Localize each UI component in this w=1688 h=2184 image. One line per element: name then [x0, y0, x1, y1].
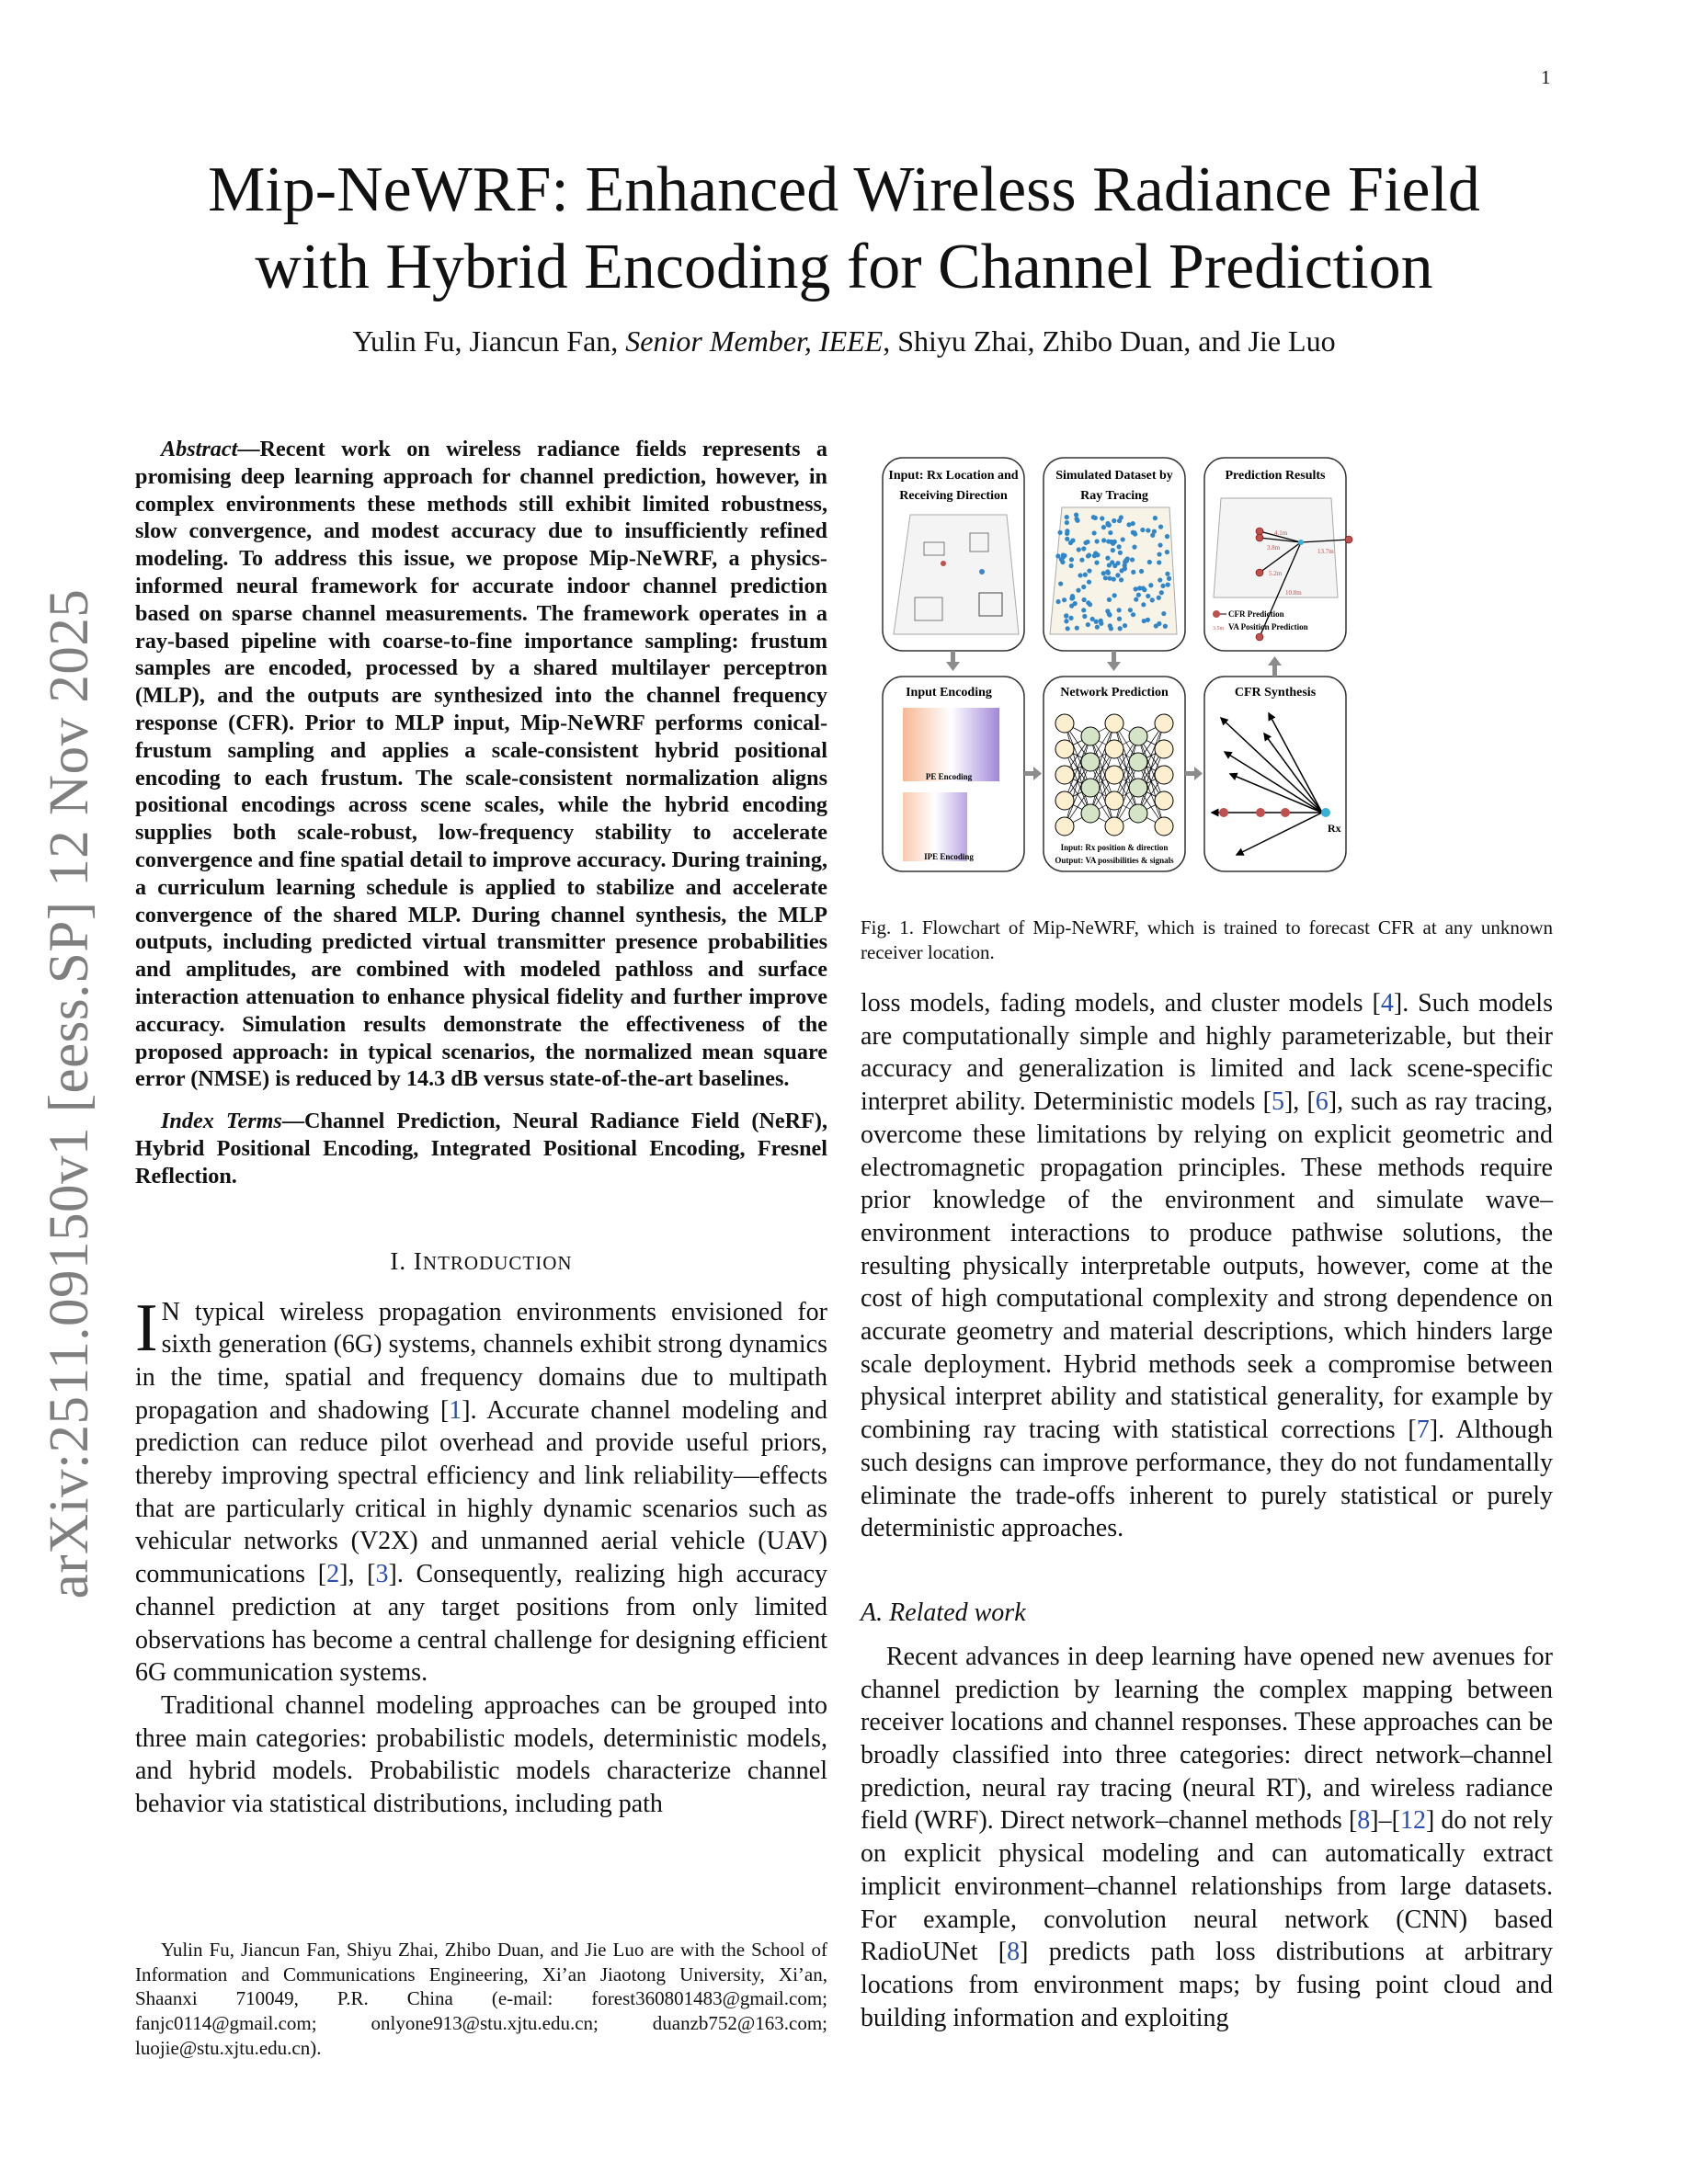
- ipe-label: IPE Encoding: [924, 852, 974, 861]
- sample-point: [1117, 518, 1122, 523]
- section-number: I.: [390, 1246, 414, 1275]
- legend-va: VA Position Prediction: [1228, 622, 1308, 631]
- network-node: [1155, 740, 1173, 758]
- panel-simulated-dataset: [1044, 458, 1185, 651]
- sample-point: [1082, 614, 1087, 619]
- sample-point: [1077, 547, 1081, 552]
- author-role: Senior Member, IEEE: [625, 324, 884, 358]
- sample-point: [1158, 542, 1162, 547]
- sample-point: [1141, 602, 1146, 607]
- sample-point: [1134, 597, 1138, 602]
- sample-point: [1142, 619, 1146, 623]
- sample-point: [1087, 580, 1091, 585]
- sample-point: [1057, 530, 1062, 535]
- sample-point: [1065, 529, 1069, 533]
- sample-point: [1121, 537, 1125, 541]
- sample-point: [1167, 576, 1171, 581]
- section-heading-introduction: [135, 1247, 827, 1276]
- sample-point: [1150, 597, 1155, 602]
- page-number: 1: [1541, 66, 1551, 88]
- sample-point: [1157, 560, 1161, 564]
- sample-point: [1123, 623, 1127, 628]
- panel-cfr-synthesis: [1204, 677, 1346, 871]
- intro-paragraph-2: Traditional channel modeling approaches can be grouped into three main categories: probabilistic models, deterministic models, and hybrid models. Probabilistic models characterize channel behavior via statistical distributions, including path: [135, 1690, 827, 1819]
- distance-label: 4.1m: [1274, 529, 1288, 537]
- author-affiliation-footnote: Yulin Fu, Jiancun Fan, Shiyu Zhai, Zhibo Duan, and Jie Luo are with the School of Information and Communications Engineering, Xi’an Jiaotong University, Xi’an, Shaanxi 710049, P.R. China (e-mail: forest360801483@gmail.com; fanjc0114@gmail.com; onlyone913@stu.xjtu.edu.cn; duanzb752@163.com; luojie@stu.xjtu.edu.cn).: [135, 1939, 827, 2059]
- citation-link[interactable]: 1: [449, 1395, 462, 1425]
- legend-va-value: 3.5m: [1213, 626, 1225, 631]
- sample-point: [1083, 573, 1088, 577]
- sample-point: [1086, 600, 1090, 605]
- network-node: [1105, 766, 1123, 784]
- sample-point: [1095, 625, 1100, 630]
- network-node: [1105, 817, 1123, 836]
- subsection-heading-related-work: A. Related work: [861, 1598, 1026, 1627]
- sample-point: [1160, 584, 1165, 588]
- sample-point: [1061, 552, 1066, 557]
- related-work-paragraph: Recent advances in deep learning have opened new avenues for channel prediction by learning the complex mapping between receiver locations and channel responses. These approaches can be broadly classified into three categories: direct network–channel prediction, neural ray tracing (neural RT), and wireless radiance field (WRF). Direct network–channel methods [8]–[12] do not rely on explicit physical modeling and can automatically extract implicit environment–channel relationships from large datasets. For example, convolution neural network (CNN) based RadioUNet [8] predicts path loss distributions at arbitrary locations from environment maps; by fusing point cloud and building information and exploiting: [861, 1642, 1554, 2032]
- sample-point: [1087, 552, 1091, 557]
- sample-point: [1066, 626, 1070, 631]
- sample-point: [1165, 550, 1169, 554]
- sample-point: [1075, 626, 1079, 631]
- network-node: [1129, 753, 1147, 771]
- sample-point: [1118, 551, 1123, 555]
- sample-point: [1081, 546, 1086, 551]
- sample-point: [1078, 573, 1082, 577]
- sample-point: [1157, 621, 1161, 626]
- sample-point: [1068, 563, 1073, 568]
- section-title-initial: I: [413, 1246, 423, 1275]
- sample-point: [1115, 573, 1120, 577]
- section-title-rest: NTRODUCTION: [422, 1251, 573, 1274]
- network-node: [1081, 779, 1100, 797]
- sample-point: [1069, 604, 1074, 609]
- sample-point: [1159, 590, 1164, 595]
- sample-point: [1109, 626, 1113, 631]
- index-terms-label: Index Terms: [161, 1109, 282, 1134]
- panel-title: CFR Synthesis: [1234, 686, 1317, 700]
- sample-point: [1158, 577, 1162, 582]
- citation-link[interactable]: 6: [1315, 1087, 1329, 1117]
- title-line-2: with Hybrid Encoding for Channel Prediction: [255, 232, 1433, 302]
- sample-point: [1166, 583, 1170, 587]
- sample-point: [1106, 522, 1111, 527]
- sample-point: [1068, 616, 1073, 620]
- citation-link[interactable]: 12: [1399, 1806, 1426, 1836]
- sample-point: [1099, 619, 1103, 623]
- sample-point: [1076, 588, 1080, 593]
- sample-point: [1134, 586, 1138, 591]
- panel-title: Network Prediction: [1060, 686, 1169, 700]
- figure-1-flowchart: [873, 450, 1545, 882]
- sample-point: [1058, 581, 1063, 586]
- sample-point: [1112, 576, 1116, 581]
- sample-point: [1163, 624, 1168, 629]
- sample-point: [1131, 612, 1135, 617]
- arxiv-identifier[interactable]: arXiv:2511.09150v1 [eess.SP] 12 Nov 2025: [39, 588, 100, 1599]
- authors-part: Yulin Fu, Jiancun Fan,: [352, 324, 626, 358]
- network-node: [1055, 817, 1074, 836]
- sample-point: [1117, 608, 1122, 612]
- network-node: [1105, 714, 1123, 733]
- sample-point: [1087, 568, 1091, 573]
- network-node: [1155, 817, 1173, 836]
- sample-point: [1153, 516, 1158, 520]
- sample-point: [1146, 594, 1150, 598]
- sample-point: [1079, 558, 1084, 563]
- paragraph-text: N typical wireless propagation environments envisioned for sixth generation (6G) systems, channels exhibit strong dynamics in the time, spatial and frequency domains due to multipath propagation and shadowing [1]. Accurate channel modeling and prediction can reduce pilot overhead and provide useful priors, thereby improving spectral efficiency and link reliability—effects that are particularly critical in highly dynamic scenarios such as vehicular networks (V2X) and unmanned aerial vehicle (UAV) communications [2], [3]. Consequently, realizing high accuracy channel prediction at any target positions from only limited observations has become a central challenge for designing efficient 6G communication systems.: [135, 1297, 828, 1688]
- sample-point: [1070, 538, 1075, 542]
- sample-point: [1107, 576, 1112, 581]
- room-illustration: [1050, 507, 1177, 634]
- citation-link[interactable]: 2: [326, 1560, 340, 1589]
- right-column: [861, 987, 1553, 2034]
- panel-title: Simulated Dataset by: [1055, 469, 1173, 483]
- network-node: [1081, 804, 1100, 823]
- network-node: [1105, 740, 1123, 758]
- sample-point: [1082, 597, 1087, 602]
- sample-point: [1100, 516, 1104, 520]
- sample-point: [1055, 599, 1060, 604]
- sample-point: [1081, 585, 1086, 589]
- citation-link[interactable]: 7: [1416, 1416, 1430, 1445]
- network-node: [1129, 804, 1147, 823]
- drop-cap: I: [135, 1290, 158, 1366]
- sample-point: [1157, 596, 1161, 600]
- network-node: [1155, 766, 1173, 784]
- sample-point: [1150, 533, 1155, 538]
- sample-point: [1070, 594, 1075, 598]
- sample-point: [1112, 593, 1117, 597]
- abstract-label: Abstract: [161, 437, 238, 461]
- sample-point: [1107, 597, 1112, 602]
- network-input-label: Input: Rx position & direction: [1060, 843, 1169, 852]
- network-node: [1055, 740, 1074, 758]
- sample-point: [1062, 597, 1066, 602]
- citation-link[interactable]: 5: [1271, 1087, 1284, 1117]
- network-node: [1155, 791, 1173, 810]
- sample-point: [1161, 611, 1166, 616]
- network-node: [1155, 714, 1173, 733]
- sample-point: [1065, 537, 1069, 541]
- sample-point: [1093, 551, 1098, 555]
- sample-point: [1086, 622, 1090, 627]
- author-list: [0, 324, 1688, 358]
- intro-paragraph-1: [135, 1290, 828, 1689]
- sample-point: [1065, 515, 1069, 519]
- sample-point: [1111, 548, 1115, 552]
- sample-point: [1108, 530, 1112, 535]
- sample-point: [1065, 520, 1069, 525]
- rx-marker-icon: [941, 561, 946, 566]
- sample-point: [1105, 569, 1110, 574]
- sample-point: [1157, 552, 1161, 556]
- citation-link[interactable]: 4: [1380, 989, 1394, 1018]
- sample-point: [1074, 517, 1078, 521]
- sample-point: [1090, 617, 1095, 621]
- pe-encoding-pattern: [903, 708, 999, 781]
- sample-point: [1105, 556, 1110, 561]
- legend-cfr: CFR Prediction: [1228, 609, 1284, 619]
- sample-point: [1119, 577, 1123, 582]
- sample-point: [1059, 557, 1064, 562]
- distance-label: 10.8m: [1285, 589, 1302, 597]
- sample-point: [1147, 560, 1152, 564]
- index-terms: [135, 1108, 827, 1189]
- distance-label: 3.8m: [1267, 544, 1281, 552]
- citation-link[interactable]: 8: [1007, 1938, 1021, 1967]
- distance-label: 13.7m: [1317, 548, 1334, 555]
- tx-marker-icon: [979, 569, 985, 574]
- sample-point: [1125, 556, 1130, 561]
- network-node: [1055, 714, 1074, 733]
- sample-point: [1101, 571, 1106, 575]
- sample-point: [1123, 566, 1127, 571]
- sample-point: [1118, 626, 1123, 631]
- sample-point: [1064, 614, 1068, 619]
- sample-point: [1131, 570, 1135, 574]
- sample-point: [1064, 619, 1068, 623]
- sample-point: [1112, 563, 1117, 568]
- sample-point: [1140, 528, 1145, 532]
- panel-title: Ray Tracing: [1080, 489, 1148, 503]
- authors-part: , Shiyu Zhai, Zhibo Duan, and Jie Luo: [883, 324, 1336, 358]
- sample-point: [1095, 539, 1100, 543]
- sample-point: [1137, 586, 1142, 590]
- sample-point: [1111, 541, 1115, 546]
- panel-input-location: [883, 458, 1024, 651]
- sample-point: [1117, 617, 1122, 621]
- sample-point: [1133, 531, 1137, 536]
- sample-point: [1083, 540, 1088, 545]
- sample-point: [1094, 561, 1099, 565]
- network-node: [1129, 727, 1147, 745]
- sample-point: [1069, 557, 1074, 562]
- distance-label: 5.2m: [1269, 570, 1283, 577]
- panel-network-prediction: [1044, 677, 1185, 871]
- sample-point: [1107, 611, 1112, 616]
- left-column: [135, 436, 827, 1821]
- rx-icon: [1321, 808, 1330, 817]
- figure-caption: Fig. 1. Flowchart of Mip-NeWRF, which is trained to forecast CFR at any unknown receiver location.: [861, 916, 1553, 963]
- sample-point: [1148, 583, 1153, 587]
- sample-point: [1093, 516, 1098, 520]
- panel-title: Input Encoding: [906, 686, 992, 700]
- panel-title: Input: Rx Location and: [888, 469, 1019, 483]
- sample-point: [1158, 525, 1163, 529]
- cfr-legend-icon: [1213, 610, 1220, 618]
- network-node: [1129, 779, 1147, 797]
- intro-paragraph-3: loss models, fading models, and cluster models [4]. Such models are computationally simple and highly parameterizable, but their accuracy and generalization is limited and lack scene-specific interpret ability. Deterministic models [5], [6], such as ray tracing, overcome these limitations by relying on explicit geometric and electromagnetic propagation principles. These methods require prior knowledge of the environment and simulate wave–environment interactions to produce pathwise solutions, the resulting physically interpretable outputs, however, come at the cost of high computational complexity and strong dependence on accurate geometry and material descriptions, which hinders large scale deployment. Hybrid methods seek a compromise between physical interpret ability and statistical generality, for example by combining ray tracing with statistical corrections [7]. Although such designs can improve performance, they do not fundamentally eliminate the trade-offs inherent to purely statistical or purely deterministic approaches.: [861, 989, 1553, 1543]
- sample-point: [1126, 522, 1131, 527]
- sample-point: [1139, 569, 1144, 574]
- panel-prediction-results: [1204, 458, 1352, 651]
- sample-point: [1136, 593, 1141, 597]
- sample-point: [1165, 534, 1169, 539]
- panel-title: Receiving Direction: [899, 489, 1008, 503]
- paper-title: [0, 152, 1688, 306]
- sample-point: [1101, 538, 1106, 542]
- sample-point: [1128, 608, 1133, 612]
- rx-label: Rx: [1328, 822, 1341, 835]
- pe-label: PE Encoding: [925, 772, 973, 781]
- sample-point: [1103, 575, 1108, 580]
- panel-input-encoding: [883, 677, 1024, 871]
- title-line-1: Mip-NeWRF: Enhanced Wireless Radiance Field: [208, 154, 1480, 225]
- sample-point: [1165, 572, 1169, 576]
- citation-link[interactable]: 3: [375, 1560, 389, 1589]
- sample-point: [1081, 608, 1086, 612]
- sample-point: [1132, 545, 1136, 550]
- sample-point: [1074, 513, 1078, 518]
- index-terms-text: —Channel Prediction, Neural Radiance Field (NeRF), Hybrid Positional Encoding, Integrated Positional Encoding, Fresnel Reflection.: [135, 1109, 827, 1189]
- abstract-text: —Recent work on wireless radiance fields represents a promising deep learning approach for channel prediction, however, in complex environments these methods still exhibit limited robustness, slow convergence, and modest accuracy due to insufficiently refined modeling. To address this issue, we propose Mip-NeWRF, a physics-informed neural framework for accurate indoor channel prediction based on sparse channel measurements. The framework operates in a ray-based pipeline with coarse-to-fine importance sampling: frustum samples are encoded, processed by a shared multilayer perceptron (MLP), and the outputs are synthesized into the channel frequency response (CFR). Prior to MLP input, Mip-NeWRF performs conical-frustum sampling and applies a scale-consistent hybrid positional encoding to each frustum. The scale-consistent normalization aligns positional encodings across scene scales, while the hybrid encoding supplies both scale-robust, low-frequency stability to accelerate convergence and fine spatial detail to improve accuracy. During training, a curriculum learning schedule is applied to stabilize and accelerate convergence of the shared MLP. During channel synthesis, the MLP outputs, including predicted virtual transmitter presence probabilities and amplitudes, are combined with modeled pathloss and surface interaction attenuation to enhance physical fidelity and further improve accuracy. Simulation results demonstrate the effectiveness of the proposed approach: in typical scenarios, the normalized mean square error (NMSE) is reduced by 14.3 dB versus state-of-the-art baselines.: [135, 437, 827, 1092]
- sample-point: [1130, 557, 1135, 562]
- sample-point: [1101, 525, 1106, 529]
- network-node: [1081, 727, 1100, 745]
- network-node: [1105, 791, 1123, 810]
- network-output-label: Output: VA possibilities & signals: [1055, 856, 1174, 865]
- abstract: [135, 436, 827, 1093]
- sample-point: [1112, 518, 1116, 523]
- panel-title: Prediction Results: [1225, 469, 1326, 483]
- network-node: [1055, 766, 1074, 784]
- sample-point: [1146, 528, 1150, 532]
- network-node: [1055, 791, 1074, 810]
- citation-link[interactable]: 8: [1357, 1806, 1371, 1836]
- network-node: [1081, 753, 1100, 771]
- sample-point: [1117, 544, 1122, 549]
- sample-point: [1092, 530, 1097, 535]
- ipe-encoding-pattern: [903, 792, 967, 861]
